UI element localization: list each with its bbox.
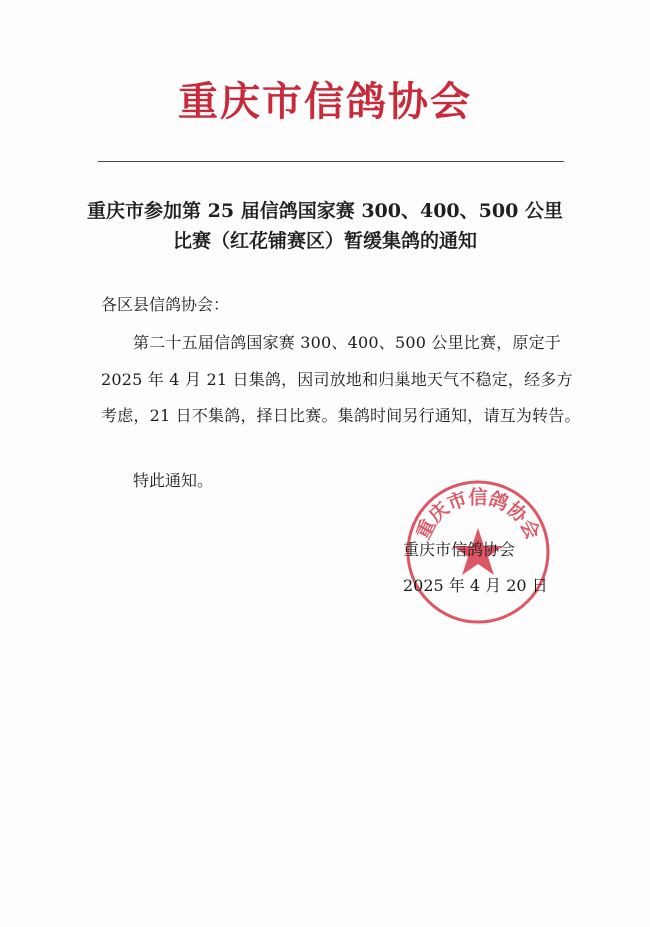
notice-title-line-2: 比赛（红花铺赛区）暂缓集鸽的通知 bbox=[172, 230, 477, 252]
notice-body: 第二十五届信鸽国家赛 300、400、500 公里比赛，原定于 2025 年 4 月 21 日集鸽，因司放地和归巢地天气不稳定，经多方考虑，21 日不集鸽，择日比赛。集鸽时间另行通知，请互为转告。 bbox=[101, 333, 581, 425]
signature-date: 2025 年 4 月 20 日 bbox=[403, 576, 548, 595]
signature-org: 重庆市信鸽协会 bbox=[403, 540, 516, 559]
salutation: 各区县信鸽协会： bbox=[101, 295, 230, 314]
org-letterhead-title: 重庆市信鸽协会 bbox=[178, 79, 472, 125]
notice-title bbox=[70, 196, 580, 256]
closing-line: 特此通知。 bbox=[133, 471, 214, 490]
header-divider bbox=[98, 161, 564, 162]
notice-title-line-1: 重庆市参加第 25 届信鸽国家赛 300、400、500 公里 bbox=[87, 200, 563, 222]
seal-text: 重庆市信鸽协会 bbox=[412, 486, 544, 543]
